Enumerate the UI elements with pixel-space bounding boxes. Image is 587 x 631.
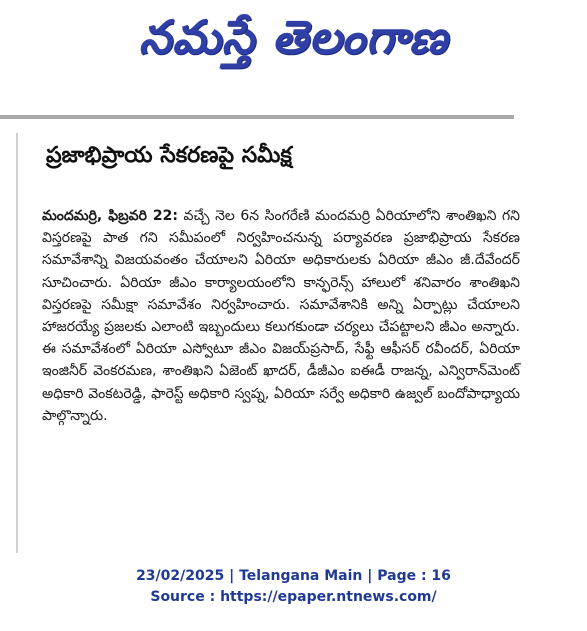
article-dateline: మందమర్రి, ఫిబ్రవరి 22: [42,208,178,224]
newspaper-logo: నమస్తే తెలంగాణ [138,10,449,64]
article-body-text: వచ్చే నెల 6న సింగరేణి మందమర్రి ఏరియాలోని శాంతిఖని గని విస్తరణపై పాత గని సమీపంలో నిర్వహించనున్న పర్యావరణ ప్రజాభిప్రాయ సేకరణ సమావేశాన్ని విజయవంతం చేయాలని ఏరియా అధికారులకు ఏరియా జీఎం జీ.దేవేందర్ సూచించారు. ఏరియా జీఎం కార్యాలయంలోని కాన్ఫరెన్స్ హాలులో శనివారం శాంతిఖని విస్తరణపై సమీక్షా సమావేశం నిర్వహించారు. సమావేశానికి అన్ని ఏర్పాట్లు చేయాలని హాజరయ్యే ప్రజలకు ఎలాంటి ఇబ్బందులు కలుగకుండా చర్యలు చేపట్టాలని జీఎం అన్నారు. ఈ సమావేశంలో ఏరియా ఎస్వోటూ జీఎం విజయ్‌ప్రసాద్, సేఫ్టీ ఆఫీసర్ రవీందర్, ఏరియా ఇంజినీర్ వెంకరమణ, శాంతిఖని ఏజెంట్ ఖాదర్, డీజీఎం ఐఈడీ రాజన్న, ఎన్విరాన్‌మెంట్ అధికారి వెంకటరెడ్డి, ఫారెస్ట్ అధికారి స్వప్న, ఏరియా సర్వే అధికారి ఉజ్వల్ బందోపాధ్యాయ పాల్గొన్నారు. [42,208,520,424]
article-body [42,205,520,427]
source-link[interactable]: Source : https://epaper.ntnews.com/ [150,589,437,605]
article-clipping [16,133,526,553]
publication-info: 23/02/2025 | Telangana Main | Page : 16 [136,568,451,584]
page-footer [0,566,587,608]
masthead-divider [0,115,514,119]
masthead [0,0,587,118]
article-headline: ప్రజాభిప్రాయ సేకరణపై సమీక్ష [46,143,292,168]
